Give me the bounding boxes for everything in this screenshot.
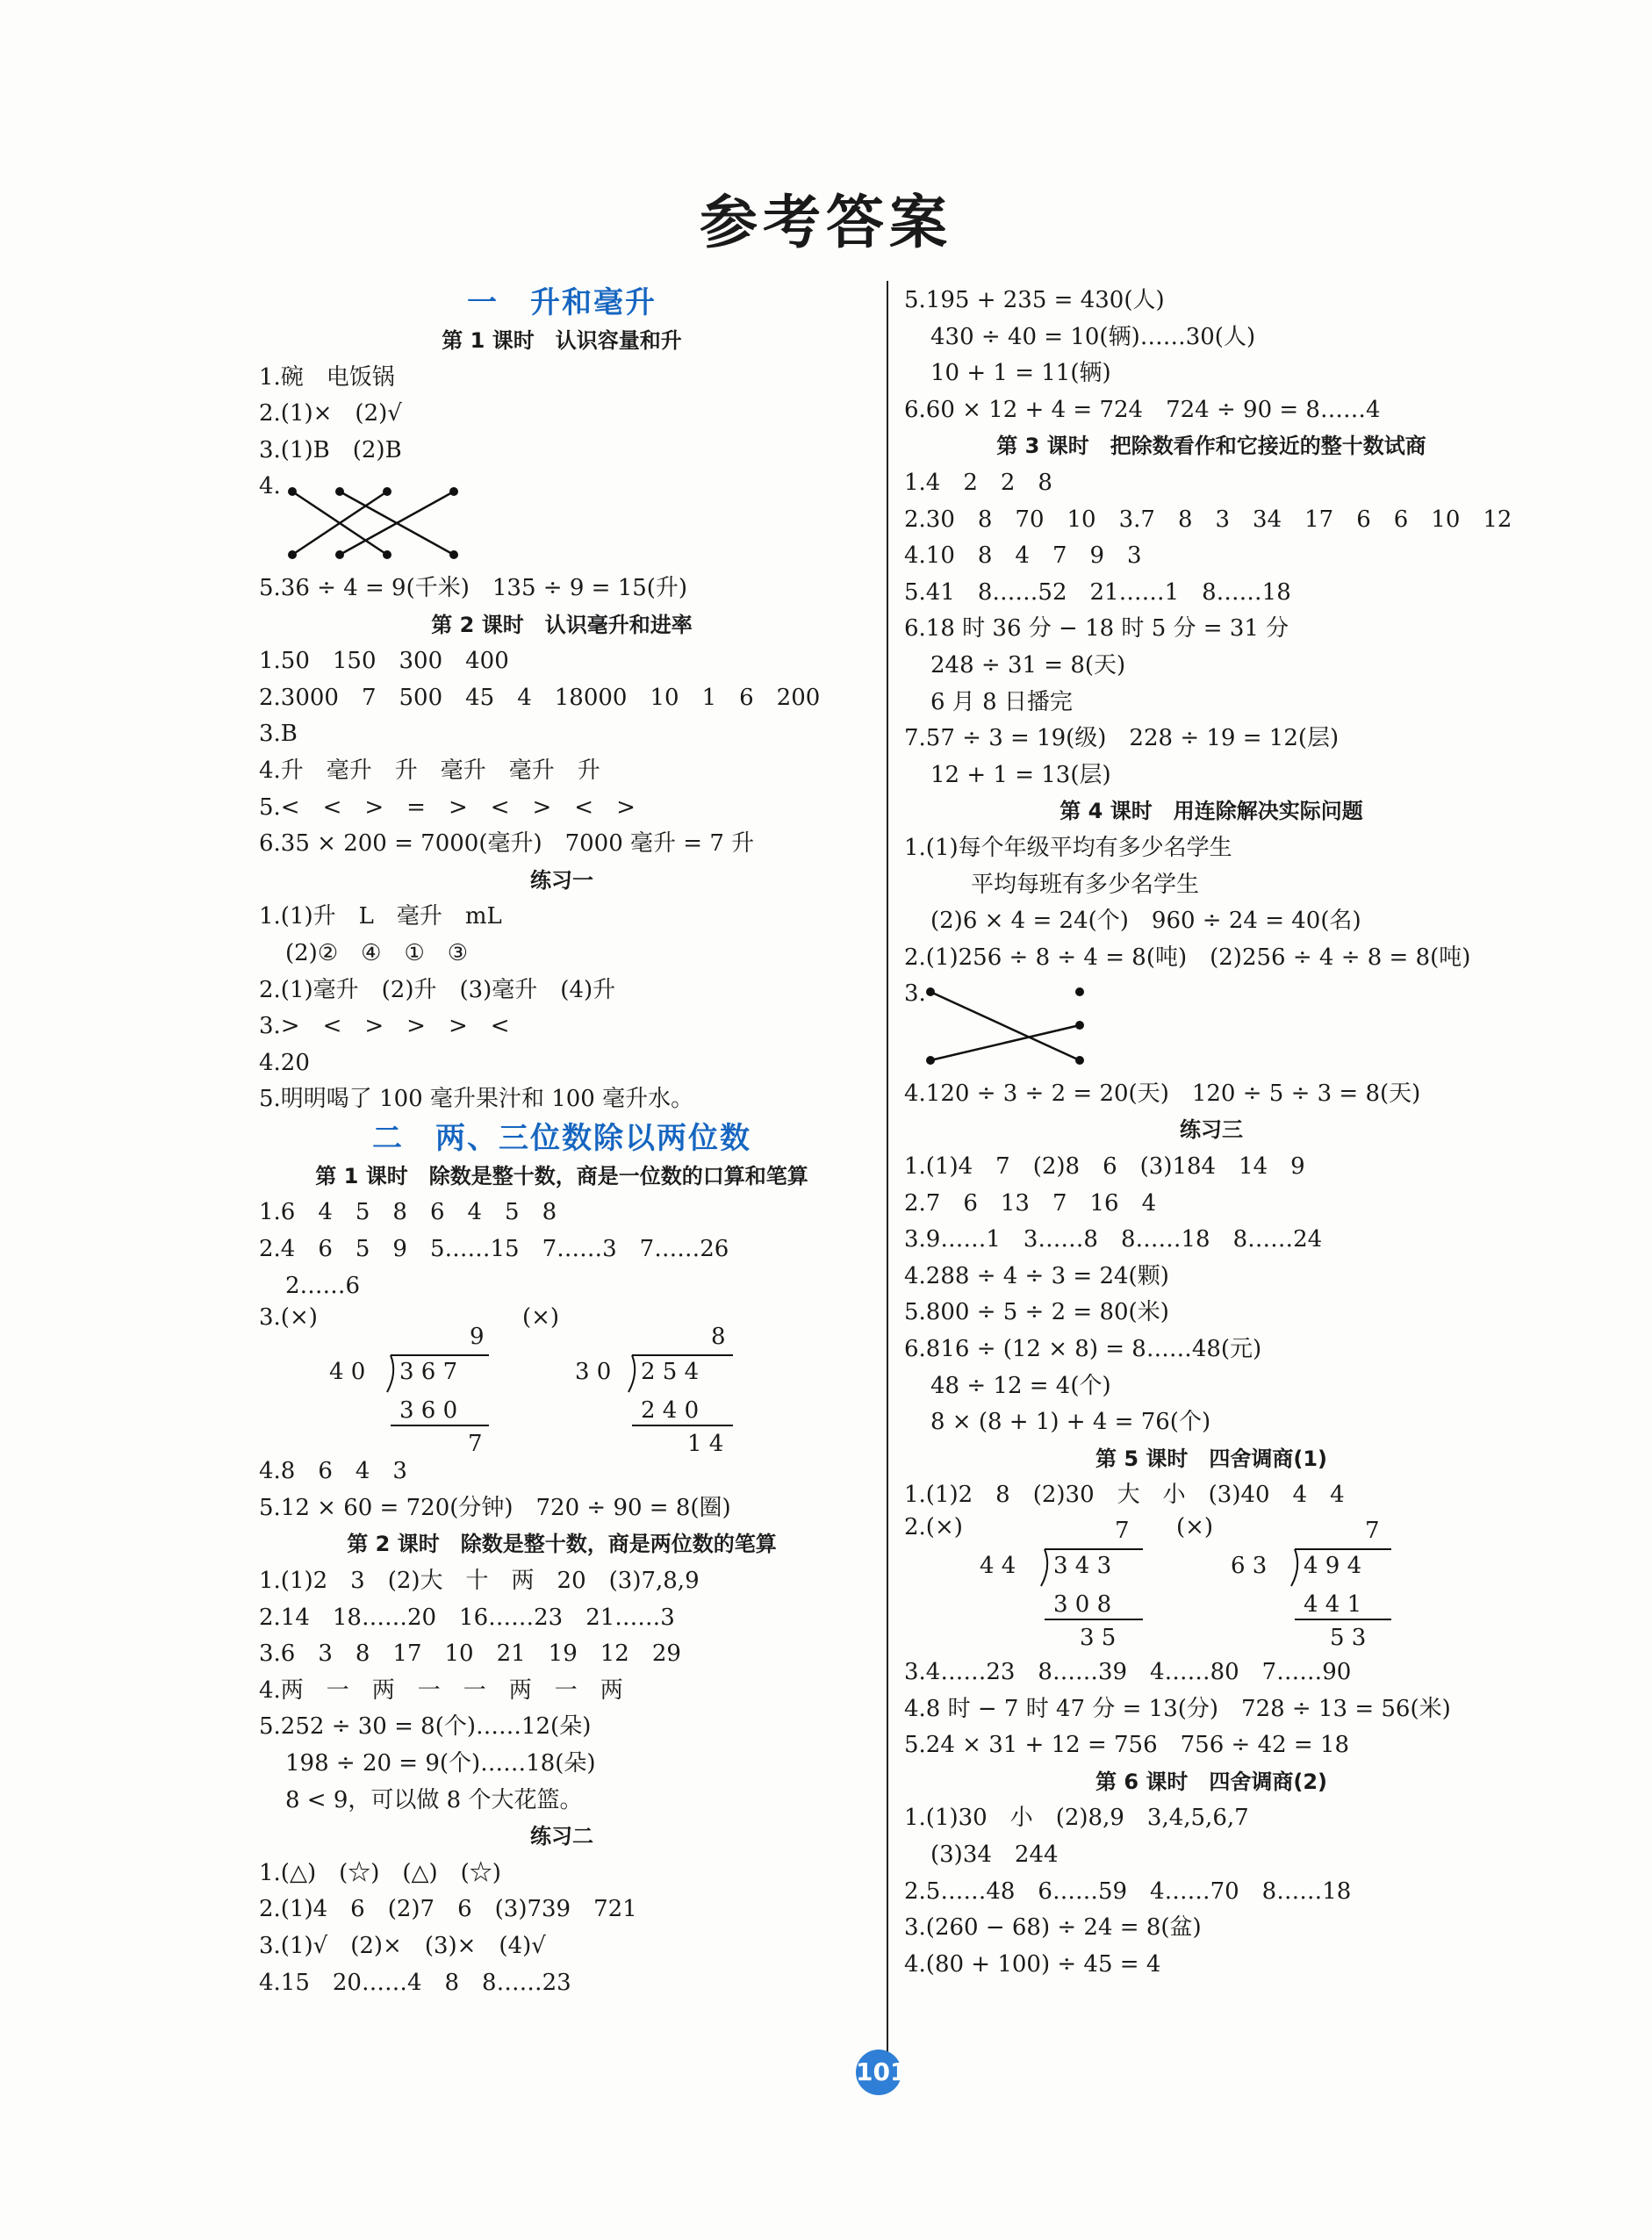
answer-line: 4. (259, 473, 281, 500)
divisor: 6 3 (1231, 1553, 1268, 1579)
lesson-heading: 第 1 课时 认识容量和升 (442, 328, 682, 353)
lesson-heading: 第 6 课时 四舍调商(2) (1095, 1769, 1328, 1794)
answer-line: 430 ÷ 40 = 10(辆)……30(人) (930, 323, 1256, 350)
right-column (904, 283, 1519, 1983)
answer-line: 5.< < > = > < > < > (259, 793, 636, 821)
answer-line: 48 ÷ 12 = 4(个) (930, 1372, 1111, 1399)
page-title: 参考答案 (700, 189, 952, 256)
judgement-mark: (×) (1176, 1514, 1214, 1540)
practice-heading: 练习二 (530, 1824, 593, 1849)
answer-line: 1.50 150 300 400 (259, 648, 509, 675)
answer-line: 248 ÷ 31 = 8(天) (930, 651, 1126, 678)
answer-line: 1.(1)升 L 毫升 mL (259, 903, 502, 930)
divisor: 4 4 (980, 1553, 1016, 1579)
answer-line: 4.8 6 4 3 (259, 1458, 407, 1485)
answer-line: 12 + 1 = 13(层) (930, 761, 1111, 788)
answer-line: 1.6 4 5 8 6 4 5 8 (259, 1199, 557, 1226)
matching-diagram (925, 987, 1118, 1066)
division-brackets (904, 1514, 1448, 1655)
answer-line: 6.35 × 200 = 7000(毫升) 7000 毫升 = 7 升 (259, 830, 755, 858)
answer-line: 6.816 ÷ (12 × 8) = 8……48(元) (904, 1336, 1262, 1363)
answer-line: (3)34 244 (930, 1841, 1059, 1868)
answer-line: 2.7 6 13 7 16 4 (904, 1189, 1157, 1217)
subtrahend: 2 4 0 (641, 1397, 700, 1425)
answer-line: (2)6 × 4 = 24(个) 960 ÷ 24 = 40(名) (930, 908, 1361, 935)
answer-line: 4.288 ÷ 4 ÷ 3 = 24(颗) (904, 1262, 1169, 1289)
answer-line: 2.5……48 6……59 4……70 8……18 (904, 1877, 1352, 1905)
left-column (259, 283, 865, 2001)
answer-line: 1.(△) (☆) (△) (☆) (259, 1859, 501, 1886)
subtrahend: 4 4 1 (1304, 1591, 1362, 1618)
answer-line: 2.(1)4 6 (2)7 6 (3)739 721 (259, 1896, 637, 1923)
remainder: 3 5 (1080, 1625, 1117, 1651)
answer-line: 7.57 ÷ 3 = 19(级) 228 ÷ 19 = 12(层) (904, 725, 1340, 752)
answer-line: 1.(1)2 3 (2)大 十 两 20 (3)7,8,9 (259, 1568, 700, 1595)
dividend: 4 9 4 (1304, 1553, 1362, 1579)
answer-line: 5.195 + 235 = 430(人) (904, 287, 1165, 313)
answer-line: 3. (904, 980, 926, 1008)
answer-line: 6 月 8 日播完 (930, 688, 1073, 715)
answer-line: 3.9……1 3……8 8……18 8……24 (904, 1226, 1323, 1253)
section-heading-1: 一 升和毫升 (467, 285, 657, 320)
practice-heading: 练习一 (530, 867, 593, 893)
judgement-mark: (×) (522, 1304, 560, 1332)
answer-line: 4.15 20……4 8 8……23 (259, 1969, 571, 1996)
lesson-heading: 第 2 课时 除数是整十数，商是两位数的笔算 (347, 1532, 777, 1557)
answer-line: 3.4……23 8……39 4……80 7……90 (904, 1659, 1352, 1685)
answer-line: 2……6 (285, 1272, 361, 1299)
lesson-heading: 第 2 课时 认识毫升和进率 (431, 612, 693, 637)
long-division-pair (259, 1304, 865, 1458)
subtrahend: 3 6 0 (399, 1397, 458, 1425)
column-divider (887, 281, 888, 2054)
answer-line: 1.(1)30 小 (2)8,9 3,4,5,6,7 (904, 1805, 1249, 1832)
answer-line: 1.4 2 2 8 (904, 469, 1052, 496)
page-number-badge: 101 (856, 2050, 901, 2095)
answer-line: 平均每班有多少名学生 (971, 871, 1200, 898)
answer-line: 6.60 × 12 + 4 = 724 724 ÷ 90 = 8……4 (904, 396, 1381, 423)
dividend: 2 5 4 (641, 1359, 700, 1386)
answer-line: 2.14 18……20 16……23 21……3 (259, 1604, 675, 1631)
subtrahend: 3 0 8 (1053, 1591, 1112, 1618)
answer-line: 4.20 (259, 1049, 310, 1076)
answer-line: (2)② ④ ① ③ (285, 939, 469, 966)
lesson-heading: 第 1 课时 除数是整十数，商是一位数的口算和笔算 (315, 1163, 808, 1188)
answer-line: 2.(×) (904, 1514, 963, 1540)
long-division-pair (904, 1514, 1519, 1655)
answer-line: 4.升 毫升 升 毫升 毫升 升 (259, 757, 600, 784)
dividend: 3 6 7 (399, 1359, 458, 1386)
remainder: 5 3 (1330, 1625, 1367, 1651)
answer-line: 1.(1)每个年级平均有多少名学生 (904, 834, 1232, 861)
answer-line: 4.两 一 两 一 一 两 一 两 (259, 1676, 623, 1704)
answer-line: 1.(1)4 7 (2)8 6 (3)184 14 9 (904, 1153, 1305, 1181)
quotient: 8 (711, 1324, 726, 1351)
answer-line: 1.碗 电饭锅 (259, 363, 395, 391)
answer-line: 4.8 时 − 7 时 47 分 = 13(分) 728 ÷ 13 = 56(米) (904, 1695, 1451, 1722)
quotient: 7 (1115, 1518, 1130, 1544)
matching-diagram (287, 486, 515, 560)
answer-line: 8 < 9，可以做 8 个大花篮。 (285, 1786, 583, 1813)
answer-line: 5.12 × 60 = 720(分钟) 720 ÷ 90 = 8(圈) (259, 1494, 731, 1521)
quotient: 9 (470, 1324, 485, 1351)
lesson-heading: 第 4 课时 用连除解决实际问题 (1059, 799, 1363, 824)
answer-line: 8 × (8 + 1) + 4 = 76(个) (930, 1409, 1211, 1436)
answer-line: 5.252 ÷ 30 = 8(个)……12(朵) (259, 1713, 592, 1741)
answer-line: 2.(1)256 ÷ 8 ÷ 4 = 8(吨) (2)256 ÷ 4 ÷ 8 = 8(吨) (904, 944, 1471, 971)
answer-line: 5.800 ÷ 5 ÷ 2 = 80(米) (904, 1299, 1169, 1326)
answer-line: 4.(80 + 100) ÷ 45 = 4 (904, 1950, 1161, 1978)
answer-line: 3.(1)√ (2)× (3)× (4)√ (259, 1932, 546, 1959)
division-brackets (259, 1304, 786, 1454)
answer-line: 3.(×) (259, 1304, 318, 1332)
divisor: 3 0 (575, 1359, 612, 1386)
answer-line: 1.(1)2 8 (2)30 大 小 (3)40 4 4 (904, 1482, 1345, 1509)
answer-line: 5.24 × 31 + 12 = 756 756 ÷ 42 = 18 (904, 1732, 1350, 1759)
practice-heading: 练习三 (1180, 1117, 1243, 1143)
answer-line: 2.3000 7 500 45 4 18000 10 1 6 200 (259, 684, 821, 711)
answer-line: 6.18 时 36 分 − 18 时 5 分 = 31 分 (904, 615, 1289, 643)
answer-line: 4.120 ÷ 3 ÷ 2 = 20(天) 120 ÷ 5 ÷ 3 = 8(天) (904, 1080, 1421, 1107)
answer-line: 2.(1)× (2)√ (259, 400, 402, 427)
answer-line: 3.> < > > > < (259, 1013, 510, 1040)
lesson-heading: 第 3 课时 把除数看作和它接近的整十数试商 (996, 434, 1426, 459)
answer-line: 10 + 1 = 11(辆) (930, 360, 1111, 387)
section-heading-2: 二 两、三位数除以两位数 (372, 1120, 751, 1156)
dividend: 3 4 3 (1053, 1553, 1112, 1579)
quotient: 7 (1365, 1518, 1380, 1544)
answer-line: 2.4 6 5 9 5……15 7……3 7……26 (259, 1236, 729, 1263)
remainder: 7 (468, 1431, 483, 1458)
answer-line: 5.明明喝了 100 毫升果汁和 100 毫升水。 (259, 1086, 694, 1113)
answer-line: 5.41 8……52 21……1 8……18 (904, 578, 1291, 606)
divisor: 4 0 (329, 1359, 366, 1386)
answer-line: 4.10 8 4 7 9 3 (904, 542, 1142, 570)
answer-line: 5.36 ÷ 4 = 9(千米) 135 ÷ 9 = 15(升) (259, 574, 688, 601)
lesson-heading: 第 5 课时 四舍调商(1) (1095, 1446, 1328, 1471)
answer-line: 2.30 8 70 10 3.7 8 3 34 17 6 6 10 12 (904, 506, 1512, 533)
remainder: 1 4 (687, 1431, 724, 1458)
answer-line: 3.B (259, 721, 298, 748)
answer-line: 3.6 3 8 17 10 21 19 12 29 (259, 1641, 681, 1668)
answer-line: 3.(1)B (2)B (259, 436, 402, 463)
answer-line: 198 ÷ 20 = 9(个)……18(朵) (285, 1750, 596, 1777)
answer-line: 2.(1)毫升 (2)升 (3)毫升 (4)升 (259, 976, 616, 1003)
answer-line: 3.(260 − 68) ÷ 24 = 8(盆) (904, 1914, 1202, 1942)
